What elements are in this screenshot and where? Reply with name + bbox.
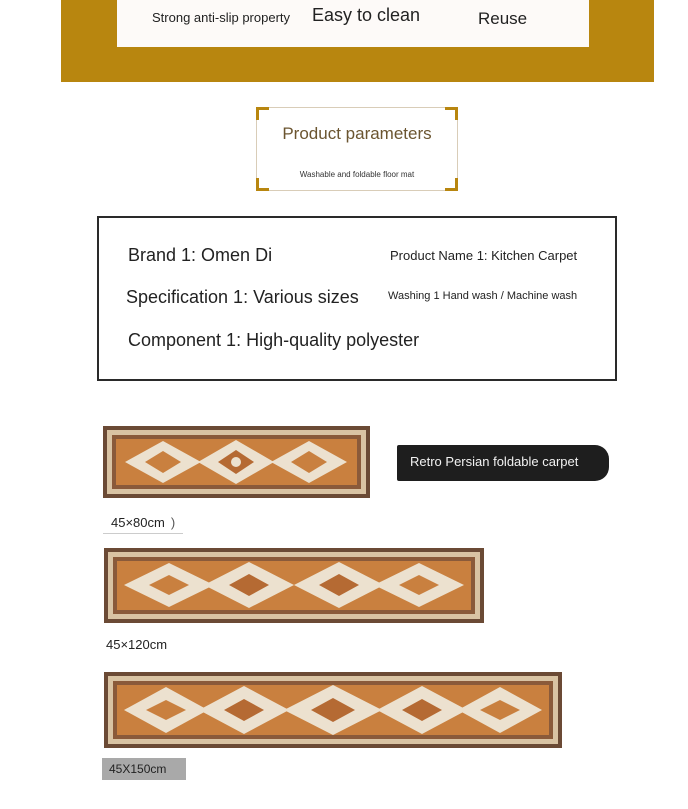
rug-image-45x80 <box>103 426 370 498</box>
size-label-45x150: 45X150cm <box>102 758 186 780</box>
corner-ornament <box>256 178 269 191</box>
rug-image-45x120 <box>104 548 484 623</box>
spec-product-name: Product Name 1: Kitchen Carpet <box>390 248 578 263</box>
feature-reuse: Reuse <box>478 9 528 28</box>
size-paren: ) <box>170 515 176 530</box>
size-label-45x120: 45×120cm <box>106 637 168 652</box>
size-text: 45×80cm <box>111 515 165 530</box>
feature-anti-slip: Strong anti-slip property <box>152 10 291 25</box>
corner-ornament <box>445 107 458 120</box>
feature-strip <box>117 0 589 47</box>
spec-washing: Washing 1 Hand wash / Machine wash <box>388 290 578 302</box>
spec-brand: Brand 1: Omen Di <box>128 245 273 265</box>
corner-ornament <box>256 107 269 120</box>
product-tag: Retro Persian foldable carpet <box>397 445 609 481</box>
size-label-45x80 <box>103 512 183 534</box>
parameters-title: Product parameters <box>282 124 432 143</box>
top-banner <box>61 0 654 82</box>
rug-image-45x150 <box>104 672 562 748</box>
corner-ornament <box>445 178 458 191</box>
spec-component: Component 1: High-quality polyester <box>128 330 420 350</box>
parameters-subtitle: Washable and foldable floor mat <box>299 170 415 179</box>
feature-easy-clean: Easy to clean <box>312 5 421 25</box>
spec-table <box>97 216 617 381</box>
product-parameters-badge <box>256 107 458 191</box>
spec-specification: Specification 1: Various sizes <box>126 287 359 307</box>
